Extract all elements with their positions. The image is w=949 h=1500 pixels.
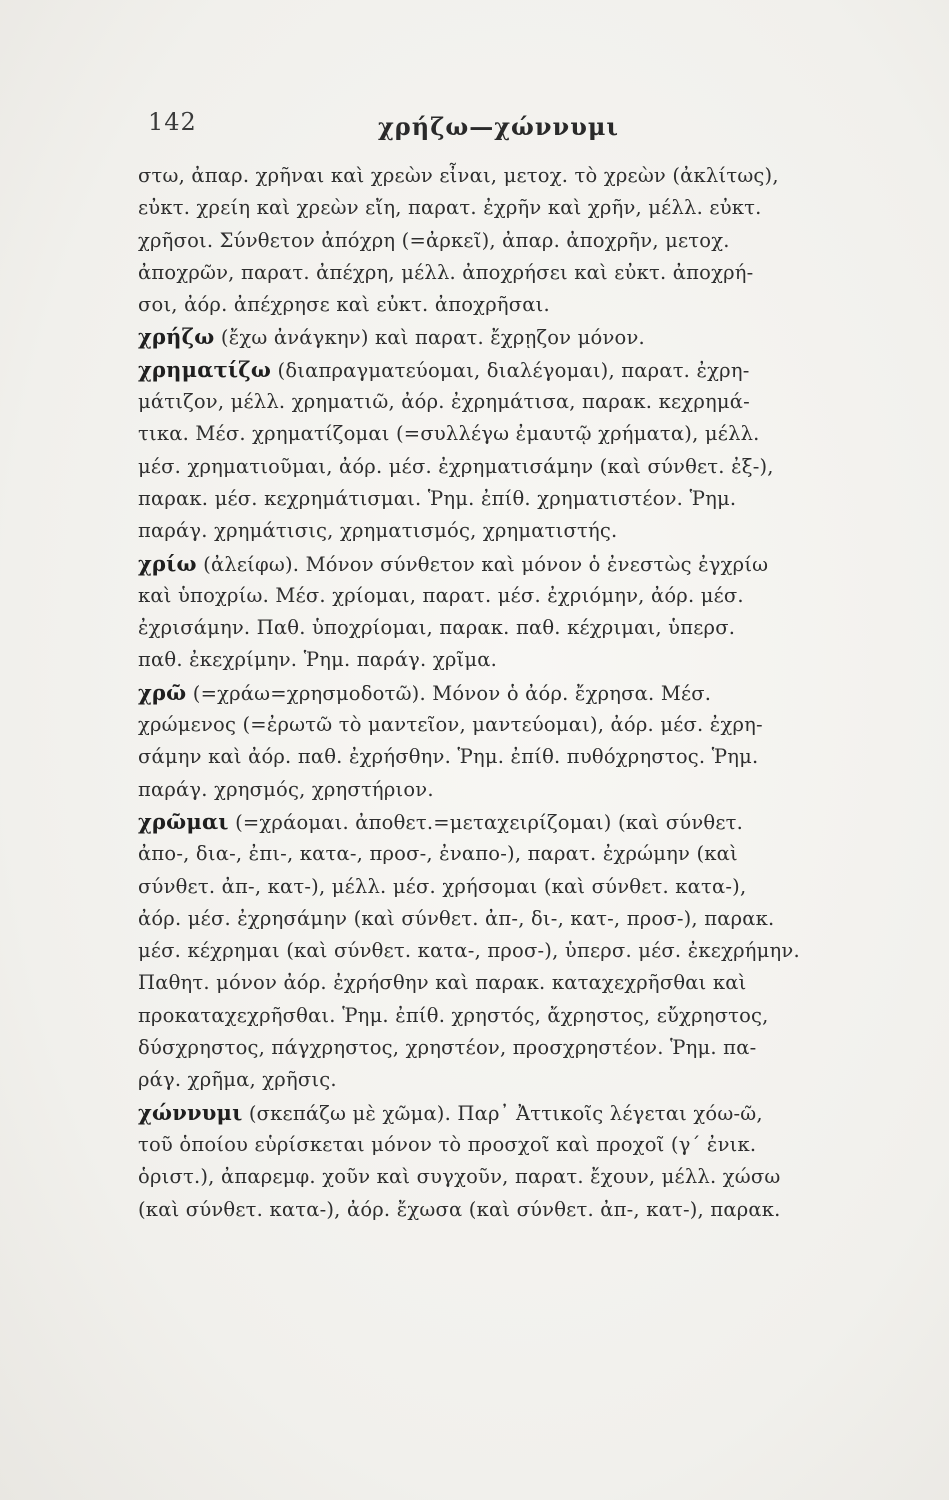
line-text: ἀπο-, δια-, ἐπι-, κατα-, προσ-, ἐναπο-), παρατ. ἐχρώμην (καὶ xyxy=(138,842,738,866)
line-text: ἐχρισάμην. Παθ. ὑποχρίομαι, παρακ. παθ. κέχριμαι, ὑπερσ. xyxy=(138,616,736,640)
text-line xyxy=(138,580,878,612)
line-text: (=χράομαι. ἀποθετ.=μεταχειρίζομαι) (καὶ σύνθετ. xyxy=(228,810,744,834)
text-line xyxy=(138,903,878,935)
text-line xyxy=(138,225,878,257)
entry-start-line xyxy=(138,354,878,386)
text-line xyxy=(138,257,878,289)
entry-start-line xyxy=(138,806,878,838)
dictionary-text xyxy=(138,160,878,1226)
line-text: (=χράω=χρησμοδοτῶ). Μόνον ὁ ἀόρ. ἔχρησα. Μέσ. xyxy=(186,681,712,705)
text-line xyxy=(138,418,878,450)
text-line xyxy=(138,1129,878,1161)
line-text: δύσχρηστος, πάγχρηστος, χρηστέον, προσχρηστέον. Ῥημ. πα- xyxy=(138,1036,757,1060)
line-text: (σκεπάζω μὲ χῶμα). Παρ᾽ Ἀττικοῖς λέγεται χόω-ῶ, xyxy=(242,1101,763,1125)
line-text: σάμην καὶ ἀόρ. παθ. ἐχρήσθην. Ῥημ. ἐπίθ. πυθόχρηστος. Ῥημ. xyxy=(138,745,759,769)
text-line xyxy=(138,515,878,547)
text-line xyxy=(138,741,878,773)
page-header xyxy=(148,108,878,148)
entry-start-line xyxy=(138,321,878,353)
line-text: τοῦ ὁποίου εὑρίσκεται μόνον τὸ προσχοῖ καὶ προχοῖ (γ´ ἐνικ. xyxy=(138,1132,757,1156)
text-line xyxy=(138,774,878,806)
text-line xyxy=(138,612,878,644)
line-text: (διαπραγματεύομαι, διαλέγομαι), παρατ. ἐχρη- xyxy=(271,358,750,382)
line-text: (καὶ σύνθετ. κατα-), ἀόρ. ἔχωσα (καὶ σύνθετ. ἀπ-, κατ-), παρακ. xyxy=(138,1197,781,1221)
text-line xyxy=(138,160,878,192)
line-text: προκαταχεχρῆσθαι. Ῥημ. ἐπίθ. χρηστός, ἄχρηστος, εὔχρηστος, xyxy=(138,1003,769,1027)
text-line xyxy=(138,935,878,967)
entry-start-line xyxy=(138,548,878,580)
entry-start-line xyxy=(138,1097,878,1129)
line-text: ἀόρ. μέσ. ἐχρησάμην (καὶ σύνθετ. ἀπ-, δι-, κατ-, προσ-), παρακ. xyxy=(138,906,775,930)
line-text: σοι, ἀόρ. ἀπέχρησε καὶ εὐκτ. ἀποχρῆσαι. xyxy=(138,293,550,317)
text-line xyxy=(138,871,878,903)
line-text: ράγ. χρῆμα, χρῆσις. xyxy=(138,1068,337,1092)
entry-headword: χρηματίζω xyxy=(138,356,272,382)
text-line xyxy=(138,1032,878,1064)
line-text: (ἀλείφω). Μόνον σύνθετον καὶ μόνον ὁ ἐνεστὼς ἐγχρίω xyxy=(196,552,769,576)
line-text: μέσ. χρηματιοῦμαι, ἀόρ. μέσ. ἐχρηματισάμην (καὶ σύνθετ. ἐξ-), xyxy=(138,454,774,478)
text-line xyxy=(138,838,878,870)
line-text: χρῆσοι. Σύνθετον ἀπόχρη (=ἀρκεῖ), ἀπαρ. ἀποχρῆν, μετοχ. xyxy=(138,228,730,252)
line-text: παράγ. χρημάτισις, χρηματισμός, χρηματιστής. xyxy=(138,519,618,543)
line-text: παράγ. χρησμός, χρηστήριον. xyxy=(138,777,434,801)
line-text: στω, ἀπαρ. χρῆναι καὶ χρεὼν εἶναι, μετοχ. τὸ χρεὼν (ἀκλίτως), xyxy=(138,164,779,187)
text-line xyxy=(138,1194,878,1226)
line-text: μάτιζον, μέλλ. χρηματιῶ, ἀόρ. ἐχρημάτισα, παρακ. κεχρημά- xyxy=(138,390,750,414)
text-line xyxy=(138,451,878,483)
line-text: χρώμενος (=ἐρωτῶ τὸ μαντεῖον, μαντεύομαι), ἀόρ. μέσ. ἐχρη- xyxy=(138,713,763,737)
text-line xyxy=(138,289,878,321)
entry-headword: χώννυμι xyxy=(138,1099,243,1125)
line-text: εὐκτ. χρείη καὶ χρεὼν εἴη, παρατ. ἐχρῆν καὶ χρῆν, μέλλ. εὐκτ. xyxy=(138,196,762,220)
entry-start-line xyxy=(138,677,878,709)
line-text: μέσ. κέχρημαι (καὶ σύνθετ. κατα-, προσ-), ὑπερσ. μέσ. ἐκεχρήμην. xyxy=(138,939,800,963)
text-line xyxy=(138,1064,878,1096)
text-line xyxy=(138,483,878,515)
page-number: 142 xyxy=(148,108,197,136)
entry-headword: χρῶμαι xyxy=(138,808,229,834)
text-line xyxy=(138,709,878,741)
entry-headword: χρήζω xyxy=(138,324,215,350)
entry-headword: χρίω xyxy=(138,550,197,576)
line-text: Παθητ. μόνον ἀόρ. ἐχρήσθην καὶ παρακ. καταχεχρῆσθαι καὶ xyxy=(138,971,747,995)
running-head: χρήζω—χώννυμι xyxy=(378,112,620,141)
line-text: ὁριστ.), ἀπαρεμφ. χοῦν καὶ συγχοῦν, παρατ. ἔχουν, μέλλ. χώσω xyxy=(138,1165,781,1189)
text-line xyxy=(138,1161,878,1193)
text-line xyxy=(138,1000,878,1032)
text-line xyxy=(138,192,878,224)
entry-headword: χρῶ xyxy=(138,679,187,705)
line-text: (ἔχω ἀνάγκην) καὶ παρατ. ἔχρῃζον μόνον. xyxy=(214,326,645,350)
line-text: σύνθετ. ἀπ-, κατ-), μέλλ. μέσ. χρήσομαι (καὶ σύνθετ. κατα-), xyxy=(138,874,747,898)
line-text: τικα. Μέσ. χρηματίζομαι (=συλλέγω ἐμαυτῷ χρήματα), μέλλ. xyxy=(138,422,760,446)
line-text: παθ. ἐκεχρίμην. Ῥημ. παράγ. χρῖμα. xyxy=(138,648,497,672)
text-line xyxy=(138,967,878,999)
line-text: παρακ. μέσ. κεχρημάτισμαι. Ῥημ. ἐπίθ. χρηματιστέον. Ῥημ. xyxy=(138,486,737,510)
line-text: ἀποχρῶν, παρατ. ἀπέχρη, μέλλ. ἀποχρήσει καὶ εὐκτ. ἀποχρή- xyxy=(138,260,754,284)
text-line xyxy=(138,386,878,418)
line-text: καὶ ὑποχρίω. Μέσ. χρίομαι, παρατ. μέσ. ἐχριόμην, ἀόρ. μέσ. xyxy=(138,583,744,607)
text-line xyxy=(138,644,878,676)
